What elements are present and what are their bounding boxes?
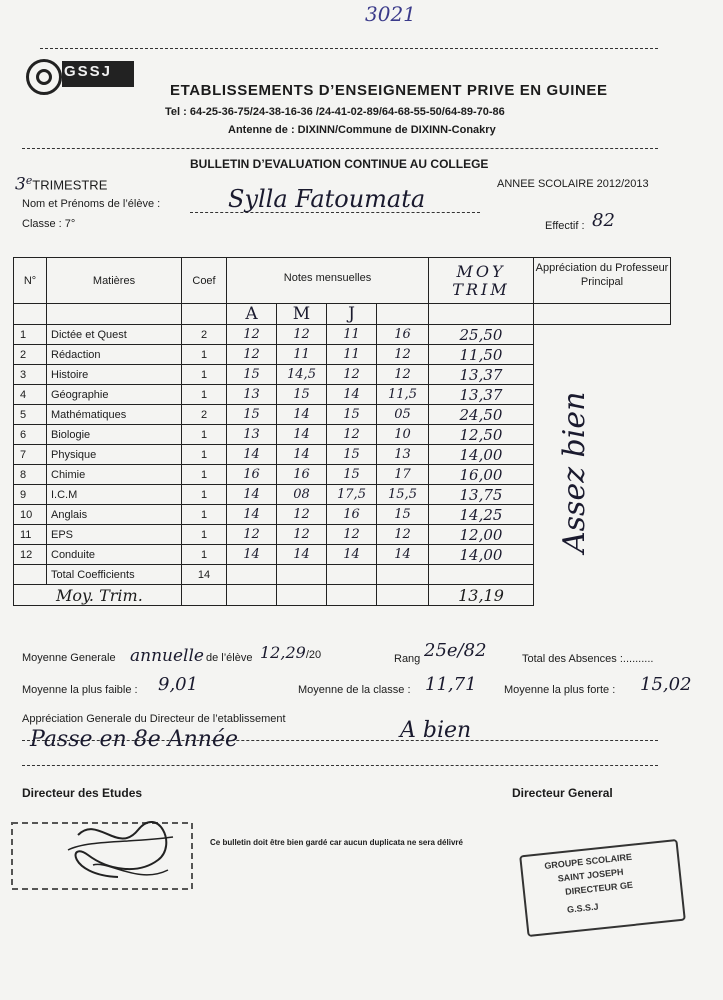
row-subject: Mathématiques [47,405,182,425]
row-note: 15 [327,405,377,425]
row-moy-trim: 12,50 [429,425,534,445]
row-coef: 1 [182,385,227,405]
antenne-line: Antenne de : DIXINN/Commune de DIXINN-Conakry [228,124,496,136]
row-coef: 1 [182,445,227,465]
student-name: Sylla Fatoumata [228,185,426,213]
row-note: 15 [327,465,377,485]
row-subject: Physique [47,445,182,465]
row-moy-trim: 14,25 [429,505,534,525]
de-eleve-label: de l’élève [206,652,253,664]
row-note: 12 [327,425,377,445]
row-note: 05 [377,405,429,425]
row-number: 3 [14,365,47,385]
trimestre-word: TRIMESTRE [32,177,108,193]
row-coef: 2 [182,405,227,425]
absences-label: Total des Absences :.......... [522,653,654,665]
divider-top [40,48,658,49]
row-number: 2 [14,345,47,365]
row-note: 16 [327,505,377,525]
row-subject: EPS [47,525,182,545]
row-moy-trim: 12,00 [429,525,534,545]
row-note: 15 [327,445,377,465]
appreciation-wrap [557,391,718,588]
row-note: 15,5 [377,485,429,505]
header-coef: Coef [182,258,227,304]
row-number: 10 [14,505,47,525]
effectif-value: 82 [592,210,615,231]
row-note: 15 [227,365,277,385]
row-coef: 1 [182,345,227,365]
logo-circle-icon [26,59,62,95]
row-coef: 1 [182,545,227,565]
row-note: 12 [327,525,377,545]
row-note: 16 [377,325,429,345]
director-studies-label: Directeur des Etudes [22,786,143,800]
total-label: Total Coefficients [47,565,182,585]
row-number: 12 [14,545,47,565]
header-num: N° [14,258,47,304]
row-number: 5 [14,405,47,425]
divider-header [22,148,658,149]
row-note: 10 [377,425,429,445]
moy-classe-value: 11,71 [425,674,477,695]
row-note: 12 [377,345,429,365]
table-row [14,325,671,345]
row-number: 9 [14,485,47,505]
row-coef: 1 [182,485,227,505]
rang-label: Rang [394,653,421,665]
school-logo [22,55,162,95]
appreciation-value: Assez bien [557,391,592,553]
row-note: 16 [227,465,277,485]
row-note: 15 [227,405,277,425]
moy-gen-value: 12,29/20 [260,643,322,662]
moy-faible-value: 9,01 [158,674,199,695]
header-notes: Notes mensuelles [227,258,429,304]
moy-classe-label: Moyenne de la classe : [298,684,411,696]
row-moy-trim: 13,75 [429,485,534,505]
row-moy-trim: 16,00 [429,465,534,485]
rang-value: 25e/82 [424,640,487,661]
row-note: 12 [227,325,277,345]
row-coef: 2 [182,325,227,345]
row-coef: 1 [182,525,227,545]
month-j: J [327,304,377,325]
row-number: 11 [14,525,47,545]
moy-trim-label: Moy. Trim. [14,585,182,606]
logo-text: GSSJ [64,63,113,80]
row-note: 15 [277,385,327,405]
header-appreciation: Appréciation du Professeur Principal [534,258,671,304]
row-note: 12 [377,525,429,545]
row-note: 14 [227,505,277,525]
signature-stamp-left [8,815,198,895]
header-moy-trim: MOY TRIM [429,258,534,304]
row-subject: Chimie [47,465,182,485]
month-m: M [277,304,327,325]
table-row [14,345,671,365]
row-note: 14 [227,485,277,505]
row-subject: Géographie [47,385,182,405]
phone-numbers: Tel : 64-25-36-75/24-38-16-36 /24-41-02-89/64-68-55-50/64-89-70-86 [165,106,505,118]
row-note: 16 [277,465,327,485]
student-name-label: Nom et Prénoms de l’élève : [22,198,161,210]
row-moy-trim: 13,37 [429,385,534,405]
row-subject: Biologie [47,425,182,445]
row-note: 17,5 [327,485,377,505]
row-note: 14 [277,405,327,425]
row-moy-trim: 14,00 [429,545,534,565]
appreciation-cell [534,304,671,325]
row-note: 12 [377,365,429,385]
row-coef: 1 [182,505,227,525]
trimestre-label: 3eTRIMESTRE [15,174,108,195]
total-value: 14 [182,565,227,585]
row-subject: Anglais [47,505,182,525]
director-general-label: Directeur General [512,786,613,800]
row-note: 13 [377,445,429,465]
row-coef: 1 [182,365,227,385]
row-note: 11 [327,345,377,365]
header-matieres: Matières [47,258,182,304]
notice-text: Ce bulletin doit être bien gardé car aucun duplicata ne sera délivré [210,838,463,847]
row-number: 4 [14,385,47,405]
row-note: 12 [277,505,327,525]
month-a: A [227,304,277,325]
moy-faible-label: Moyenne la plus faible : [22,684,138,696]
row-moy-trim: 13,37 [429,365,534,385]
row-subject: Dictée et Quest [47,325,182,345]
row-note: 12 [227,345,277,365]
row-note: 14 [227,545,277,565]
row-note: 11 [277,345,327,365]
row-note: 11 [327,325,377,345]
row-note: 14 [277,445,327,465]
row-note: 14 [277,425,327,445]
row-note: 14 [327,385,377,405]
decision-text: Passe en 8e Année [30,727,238,752]
director-appreciation-label: Appréciation Generale du Directeur de l’etablissement [22,713,286,725]
row-moy-trim: 24,50 [429,405,534,425]
row-note: 15 [377,505,429,525]
establishment-title: ETABLISSEMENTS D’ENSEIGNEMENT PRIVE EN GUINEE [170,82,608,99]
trimestre-number: 3 [15,174,26,195]
school-year: ANNEE SCOLAIRE 2012/2013 [497,178,649,190]
moy-forte-label: Moyenne la plus forte : [504,684,616,696]
row-number: 6 [14,425,47,445]
effectif-label: Effectif : [545,220,585,232]
row-note: 13 [227,385,277,405]
row-note: 14 [377,545,429,565]
row-note: 13 [227,425,277,445]
moy-gen-label: Moyenne Generale [22,652,116,664]
row-note: 11,5 [377,385,429,405]
row-moy-trim: 14,00 [429,445,534,465]
row-subject: Conduite [47,545,182,565]
row-note: 14 [227,445,277,465]
row-note: 12 [277,525,327,545]
row-note: 14,5 [277,365,327,385]
row-subject: Rédaction [47,345,182,365]
row-moy-trim: 11,50 [429,345,534,365]
row-number: 1 [14,325,47,345]
row-note: 08 [277,485,327,505]
moy-forte-value: 15,02 [640,674,692,695]
row-note: 14 [277,545,327,565]
row-coef: 1 [182,465,227,485]
table-row [14,365,671,385]
row-note: 14 [327,545,377,565]
row-number: 7 [14,445,47,465]
row-coef: 1 [182,425,227,445]
director-appreciation: A bien [400,718,472,743]
moy-trim-value: 13,19 [429,585,534,606]
row-subject: I.C.M [47,485,182,505]
row-moy-trim: 25,50 [429,325,534,345]
row-number: 8 [14,465,47,485]
class-label: Classe : 7° [22,218,76,230]
bulletin-title: BULLETIN D’EVALUATION CONTINUE AU COLLEGE [190,157,489,171]
moy-gen-annuelle: annuelle [130,646,204,666]
row-note: 12 [227,525,277,545]
row-note: 17 [377,465,429,485]
row-note: 12 [277,325,327,345]
school-stamp-right: GROUPE SCOLAIRE SAINT JOSEPH DIRECTEUR GE G.S.S.J [519,839,686,937]
row-subject: Histoire [47,365,182,385]
top-handwritten-number: 3021 [365,2,416,26]
row-note: 12 [327,365,377,385]
